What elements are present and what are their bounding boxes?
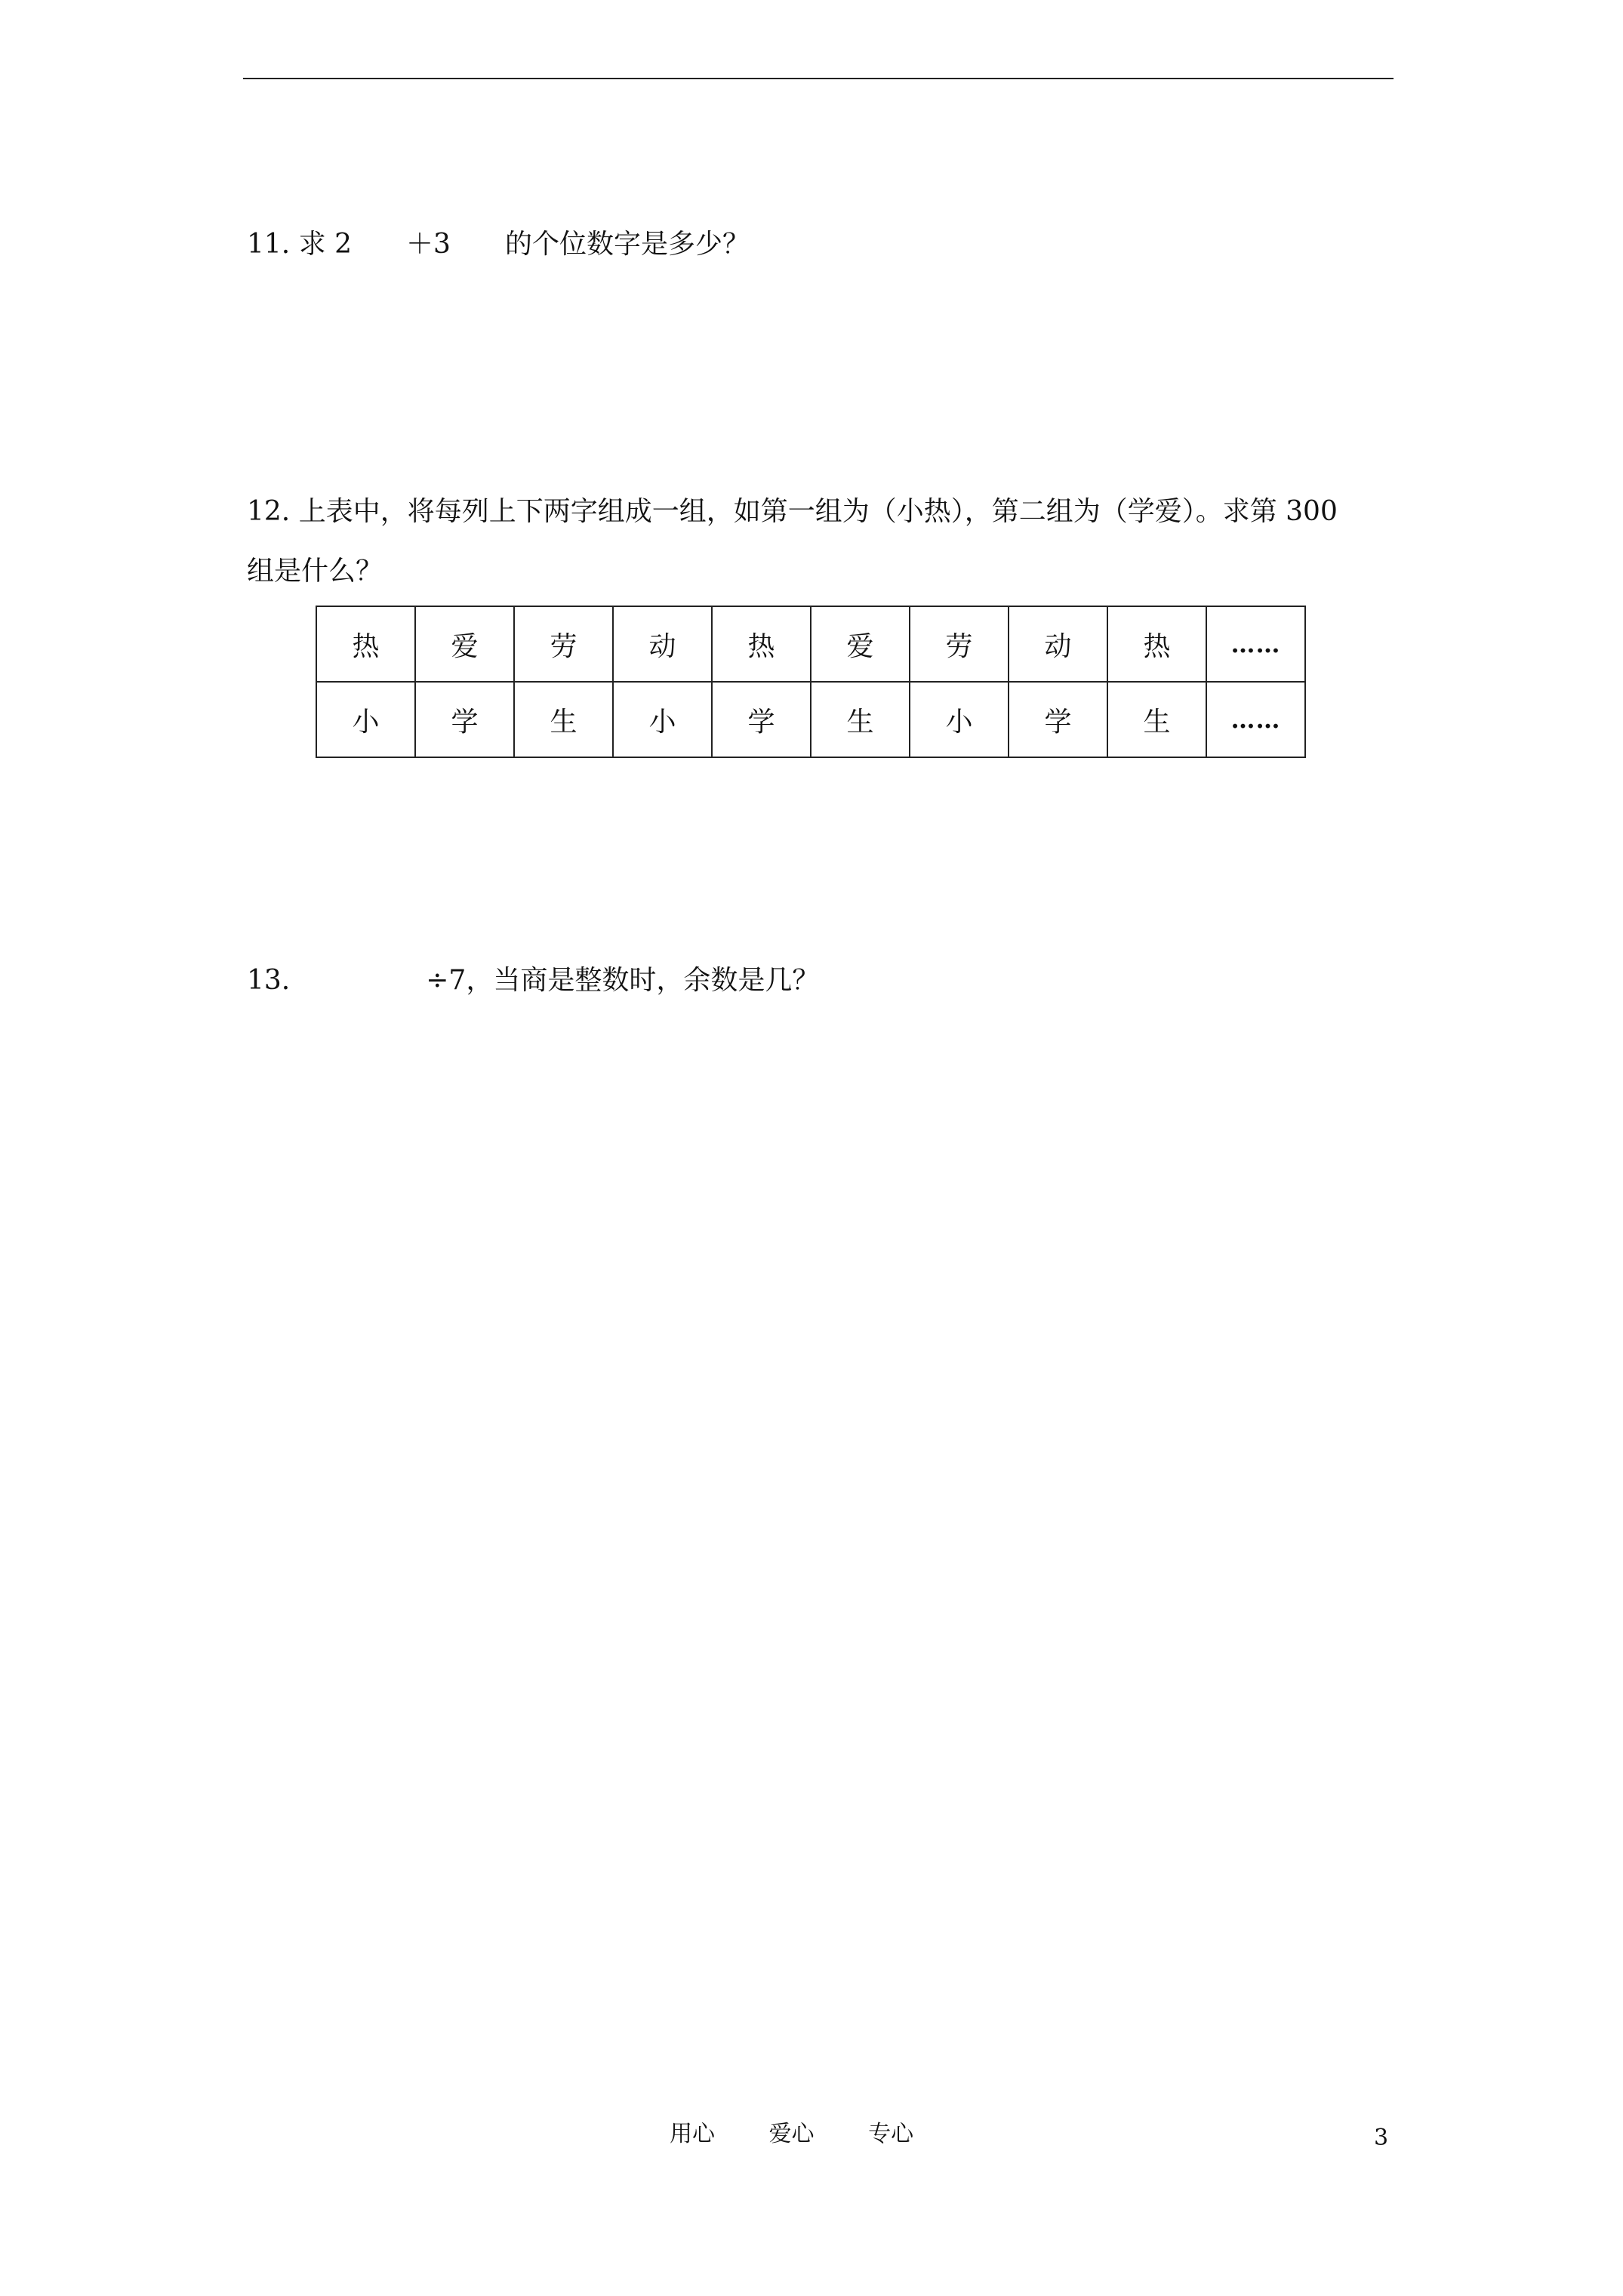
motto-word: 用心 [670,2121,715,2147]
table-cell: 学 [712,682,811,757]
table-cell: 生 [514,682,613,757]
table-cell: 劳 [910,606,1009,682]
table-cell: 劳 [514,606,613,682]
table-cell-ellipsis: …… [1206,682,1305,757]
table-cell: 爱 [415,606,514,682]
table-cell: 热 [1107,606,1206,682]
table-cell: 动 [1009,606,1107,682]
table-cell: 动 [613,606,712,682]
table-row-top [316,606,1305,682]
table-cell: 生 [1107,682,1206,757]
motto-word: 专心 [868,2121,914,2147]
table-cell: 热 [712,606,811,682]
question-12-line-2: 组是什么？ [247,556,383,587]
question-13: 13. ÷7，当商是整数时，余数是几？ [247,965,820,996]
character-pattern-table [316,606,1306,758]
table-cell: 爱 [811,606,910,682]
question-12-line-1: 12. 上表中，将每列上下两字组成一组，如第一组为（小热），第二组为（学爱）。求第 300 [247,496,1338,527]
motto-word: 爱心 [768,2121,815,2147]
table-cell: 小 [316,682,415,757]
table-cell: 小 [910,682,1009,757]
page-number: 3 [1374,2125,1389,2151]
question-11: 11. 求 2 ＋3 的个位数字是多少？ [247,229,750,260]
table-cell-ellipsis: …… [1206,606,1305,682]
table-cell: 学 [1009,682,1107,757]
table-cell: 小 [613,682,712,757]
table-cell: 生 [811,682,910,757]
header-rule [243,78,1394,79]
footer-motto [670,2121,913,2148]
table-row-bottom [316,682,1305,757]
table-cell: 学 [415,682,514,757]
table-cell: 热 [316,606,415,682]
